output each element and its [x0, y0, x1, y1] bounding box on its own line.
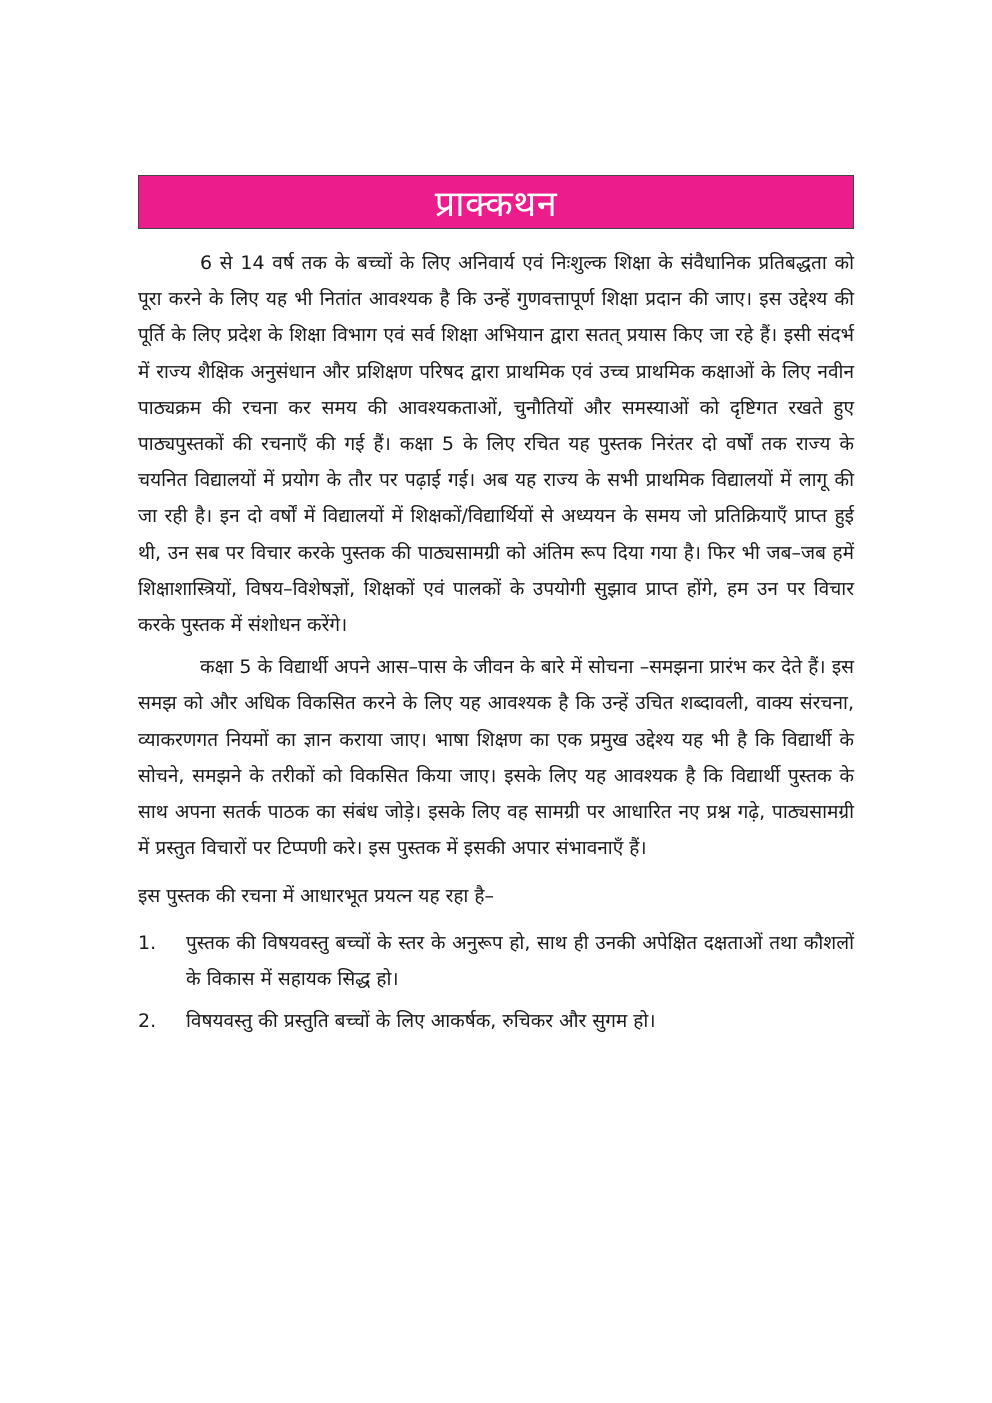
page-title: प्राक्कथन — [434, 183, 558, 225]
list-text: विषयवस्तु की प्रस्तुति बच्चों के लिए आकर्षक, रुचिकर और सुगम हो। — [186, 1010, 656, 1033]
paragraph-students: कक्षा 5 के विद्यार्थी अपने आस–पास के जीवन के बारे में सोचना –समझना प्रारंभ कर देते हैं। इस समझ को और अधिक विकसित करने के लिए यह आवश्यक है कि उन्हें उचित शब्दावली, वाक्य संरचना, व्याकरणगत नियमों का ज्ञान कराया जाए। भाषा शिक्षण का एक प्रमुख उद्देश्य यह भी है कि विद्यार्थी के सोचने, समझने के तरीकों को विकसित किया जाए। इसके लिए यह आवश्यक है कि विद्यार्थी पुस्तक के साथ अपना सतर्क पाठक का संबंध जोड़े। इसके लिए वह सामग्री पर आधारित नए प्रश्न गढ़े, पाठ्यसामग्री में प्रस्तुत विचारों पर टिप्पणी करे। इस पुस्तक में इसकी अपार संभावनाएँ हैं। — [138, 656, 854, 860]
list-text: पुस्तक की विषयवस्तु बच्चों के स्तर के अनुरूप हो, साथ ही उनकी अपेक्षित दक्षताओं तथा कौशलों के विकास में सहायक सिद्ध हो। — [186, 931, 854, 990]
list-number: 1. — [138, 931, 157, 954]
list-item — [138, 925, 854, 997]
principles-list — [138, 925, 854, 1040]
paragraph-intro: 6 से 14 वर्ष तक के बच्चों के लिए अनिवार्य एवं निःशुल्क शिक्षा के संवैधानिक प्रतिबद्धता को पूरा करने के लिए यह भी नितांत आवश्यक है कि उन्हें गुणवत्तापूर्ण शिक्षा प्रदान की जाए। इस उद्देश्य की पूर्ति के लिए प्रदेश के शिक्षा विभाग एवं सर्व शिक्षा अभियान द्वारा सतत् प्रयास किए जा रहे हैं। इसी संदर्भ में राज्य शैक्षिक अनुसंधान और प्रशिक्षण परिषद द्वारा प्राथमिक एवं उच्च प्राथमिक कक्षाओं के लिए नवीन पाठ्यक्रम की रचना कर समय की आवश्यकताओं, चुनौतियों और समस्याओं को दृष्टिगत रखते हुए पाठ्यपुस्तकों की रचनाएँ की गई हैं। कक्षा 5 के लिए रचित यह पुस्तक निरंतर दो वर्षों तक राज्य के चयनित विद्यालयों में प्रयोग के तौर पर पढ़ाई गई। अब यह राज्य के सभी प्राथमिक विद्यालयों में लागू की जा रही है। इन दो वर्षों में विद्यालयों में शिक्षकों/विद्यार्थियों से अध्ययन के समय जो प्रतिक्रियाएँ प्राप्त हुई थी, उन सब पर विचार करके पुस्तक की पाठ्यसामग्री को अंतिम रूप दिया गया है। फिर भी जब–जब हमें शिक्षाशास्त्रियों, विषय–विशेषज्ञों, शिक्षकों एवं पालकों के उपयोगी सुझाव प्राप्त होंगे, हम उन पर विचार करके पुस्तक में संशोधन करेंगे। — [138, 252, 854, 637]
paragraph-basis: इस पुस्तक की रचना में आधारभूत प्रयत्न यह रहा है– — [138, 885, 494, 908]
list-item — [138, 1003, 854, 1039]
list-number: 2. — [138, 1010, 157, 1033]
document-page — [138, 175, 854, 1045]
heading-banner — [138, 175, 854, 229]
